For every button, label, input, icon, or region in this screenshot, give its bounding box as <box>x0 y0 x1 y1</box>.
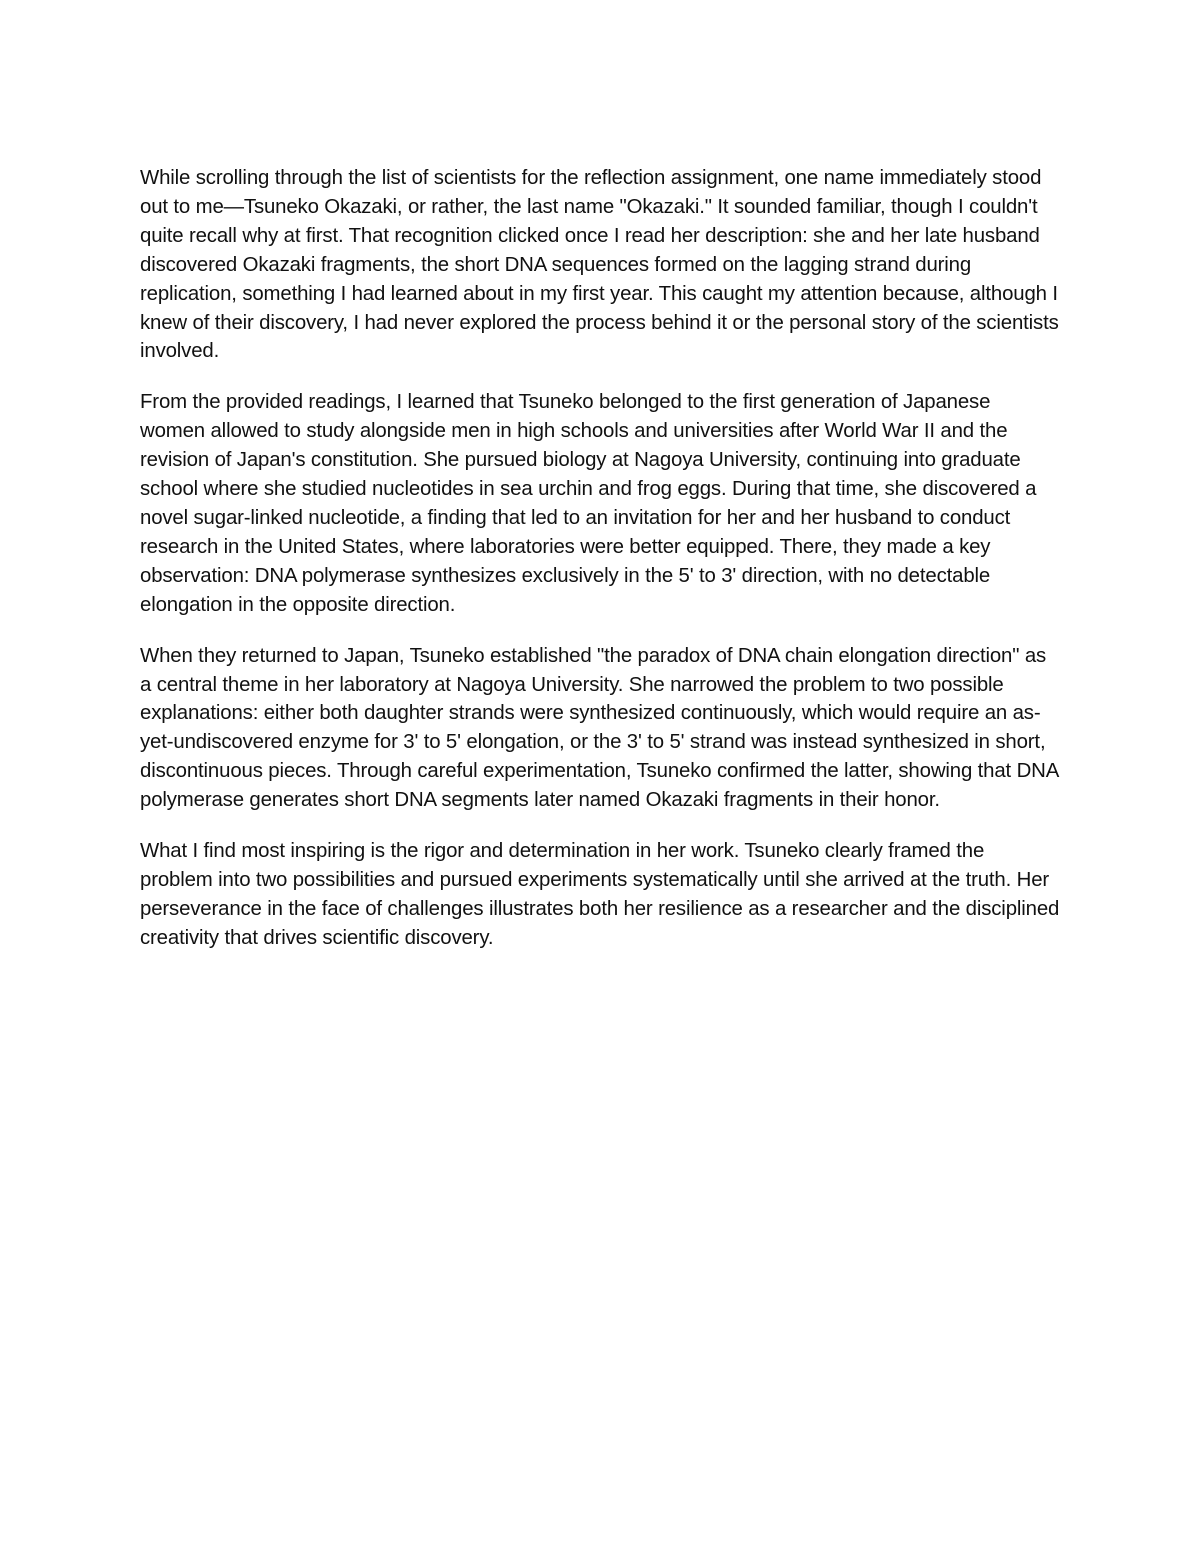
paragraph-2: From the provided readings, I learned that Tsuneko belonged to the first generation of Japanese women allowed to study alongside men in high schools and universities after World War II and the revision of Japan's constitution. She pursued biology at Nagoya University, continuing into graduate school where she studied nucleotides in sea urchin and frog eggs. During that time, she discovered a novel sugar-linked nucleotide, a finding that led to an invitation for her and her husband to conduct research in the United States, where laboratories were better equipped. There, they made a key observation: DNA polymerase synthesizes exclusively in the 5' to 3' direction, with no detectable elongation in the opposite direction. <box>140 391 1037 616</box>
paragraph-4: What I find most inspiring is the rigor and determination in her work. Tsuneko clearly framed the problem into two possibilities and pursued experiments systematically until she arrived at the truth. Her perseverance in the face of challenges illustrates both her resilience as a researcher and the disciplined creativity that drives scientific discovery. <box>140 840 1060 949</box>
essay-body <box>140 164 1060 953</box>
paragraph-3: When they returned to Japan, Tsuneko established "the paradox of DNA chain elongation direction" as a central theme in her laboratory at Nagoya University. She narrowed the problem to two possible explanations: either both daughter strands were synthesized continuously, which would require an as-yet-undiscovered enzyme for 3' to 5' elongation, or the 3' to 5' strand was instead synthesized in short, discontinuous pieces. Through careful experimentation, Tsuneko confirmed the latter, showing that DNA polymerase generates short DNA segments later named Okazaki fragments in their honor. <box>140 644 1059 812</box>
paragraph-1: While scrolling through the list of scientists for the reflection assignment, one name immediately stood out to me—Tsuneko Okazaki, or rather, the last name "Okazaki." It sounded familiar, though I couldn't quite recall why at first. That recognition clicked once I read her description: she and her late husband discovered Okazaki fragments, the short DNA sequences formed on the lagging strand during replication, something I had learned about in my first year. This caught my attention because, although I knew of their discovery, I had never explored the process behind it or the personal story of the scientists involved. <box>140 167 1059 363</box>
